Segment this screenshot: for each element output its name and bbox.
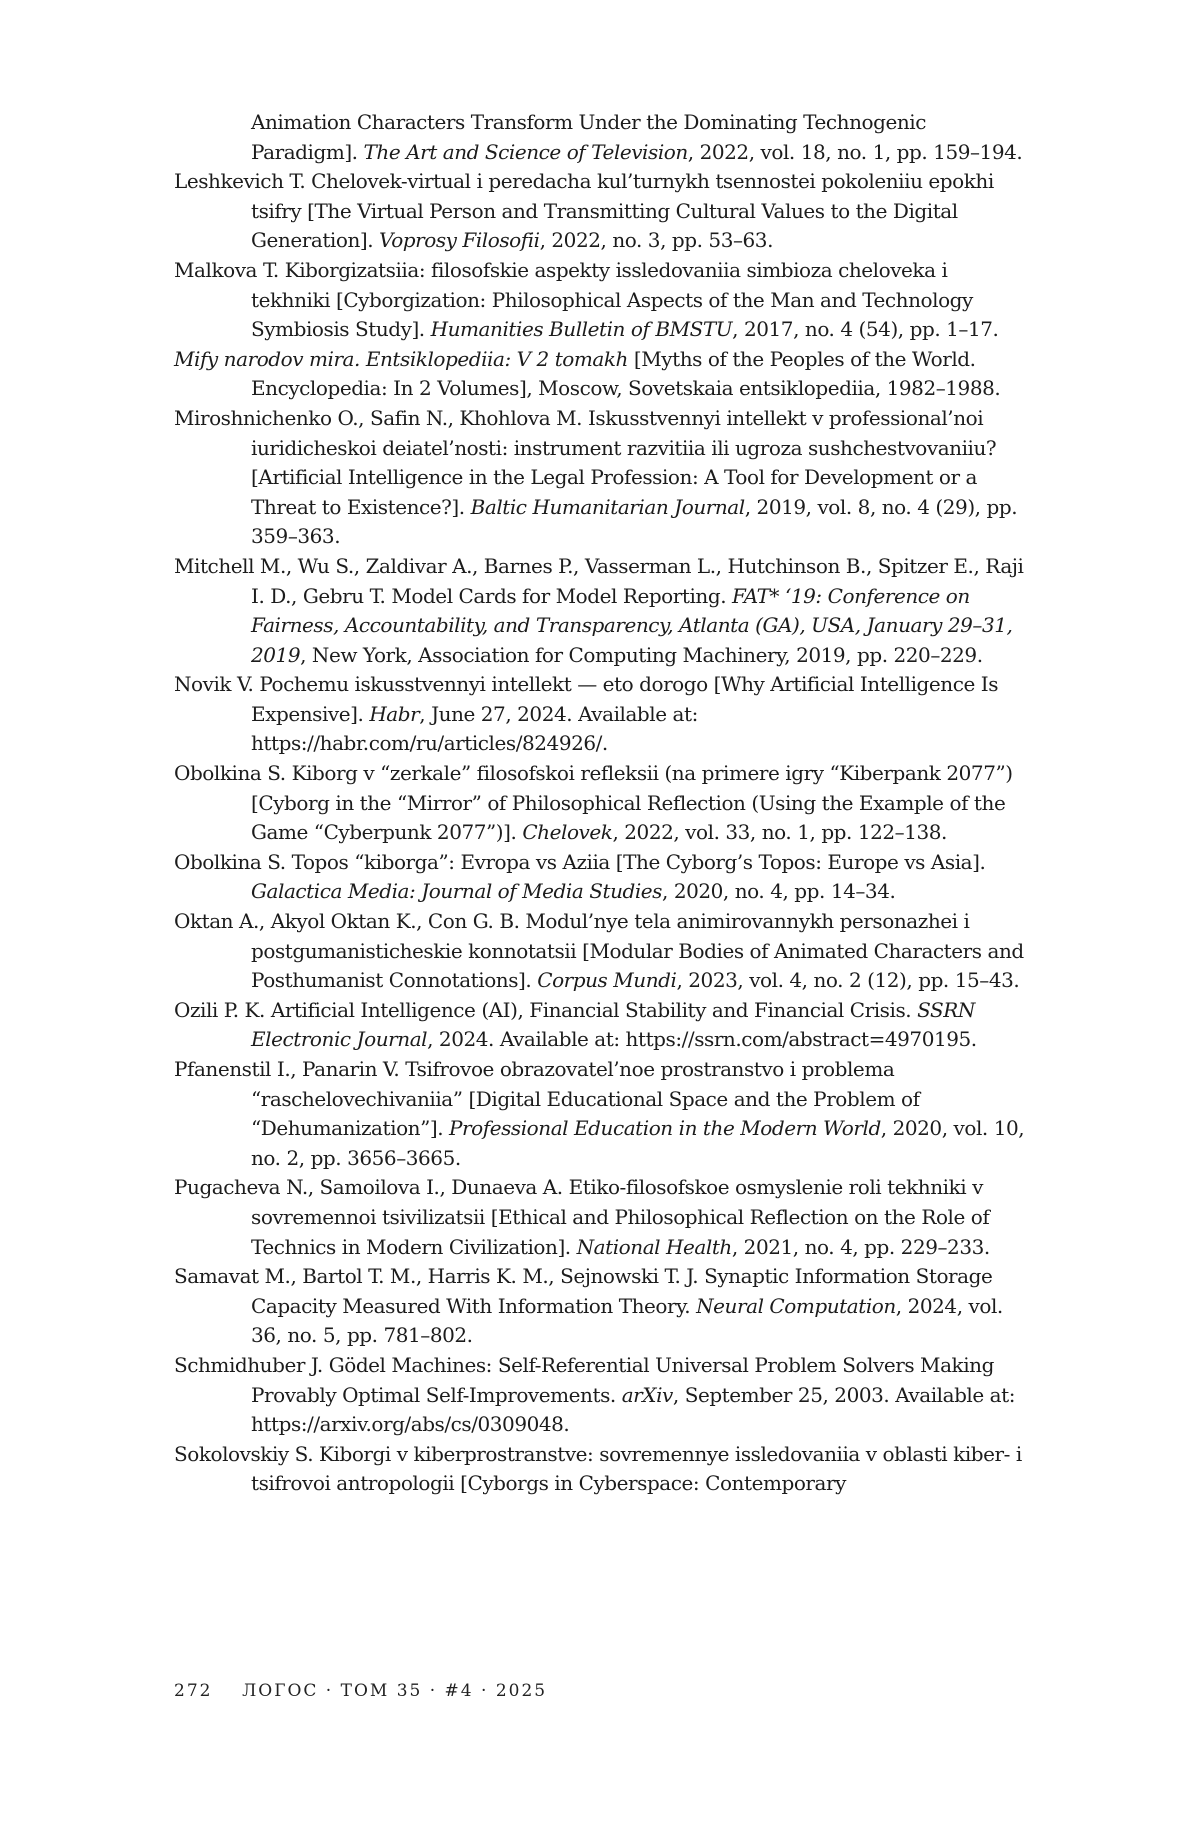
reference-entry: Oktan A., Akyol Oktan K., Con G. B. Modul’nye tela animirovannykh personazhei i postgumanisticheskie konnotatsii [Modular Bodies of Animated Characters and Posthumanist Connotations]. Corpus Mundi, 2023, vol. 4, no. 2 (12), pp. 15–43. <box>174 909 1024 993</box>
reference-list <box>174 108 1028 1499</box>
reference-entry: Novik V. Pochemu iskusstvennyi intellekt — eto dorogo [Why Artificial Intelligence Is Expensive]. Habr, June 27, 2024. Available at: https://habr.com/ru/articles/824926/. <box>174 672 999 756</box>
page-footer <box>174 1681 547 1701</box>
reference-entry: Samavat M., Bartol T. M., Harris K. M., Sejnowski T. J. Synaptic Information Storage Capacity Measured With Information Theory. Neural Computation, 2024, vol. 36, no. 5, pp. 781–802. <box>174 1264 1003 1348</box>
page-number: 272 <box>174 1681 213 1701</box>
reference-entry: Mify narodov mira. Entsiklopediia: V 2 tomakh [Myths of the Peoples of the World. Encyclopedia: In 2 Volumes], Moscow, Sovetskaia entsiklopediia, 1982–1988. <box>174 346 1001 401</box>
reference-entry: Pfanenstil I., Panarin V. Tsifrovoe obrazovatel’noe prostranstvo i problema “raschelovechivaniia” [Digital Educational Space and the Problem of “Dehumanization”]. Professional Education in the Modern World, 2020, vol. 10, no. 2, pp. 3656–3665. <box>174 1057 1025 1170</box>
reference-entry: Animation Characters Transform Under the Dominating Technogenic Paradigm]. The Art and Science of Television, 2022, vol. 18, no. 1, pp. 159–194. <box>251 110 1023 164</box>
reference-entry: Malkova T. Kiborgizatsiia: filosofskie aspekty issledovaniia simbioza cheloveka i tekhniki [Cyborgization: Philosophical Aspects of the Man and Technology Symbiosis Study]. Humanities Bulletin of BMSTU, 2017, no. 4 (54), pp. 1–17. <box>174 257 999 342</box>
reference-entry: Obolkina S. Kiborg v “zerkale” filosofskoi refleksii (na primere igry “Kiberpank 2077”) [Cyborg in the “Mirror” of Philosophical Reflection (Using the Example of the Game “Cyberpunk 2077”)]. Chelovek, 2022, vol. 33, no. 1, pp. 122–138. <box>174 761 1013 845</box>
reference-entry: Obolkina S. Topos “kiborga”: Evropa vs Aziia [The Cyborg’s Topos: Europe vs Asia]. Galactica Media: Journal of Media Studies, 2020, no. 4, pp. 14–34. <box>174 849 986 904</box>
reference-entry: Ozili P. K. Artificial Intelligence (AI), Financial Stability and Financial Crisis. SSRN Electronic Journal, 2024. Available at: https://ssrn.com/abstract=4970195. <box>174 997 977 1052</box>
reference-entry: Mitchell M., Wu S., Zaldivar A., Barnes P., Vasserman L., Hutchinson B., Spitzer E., Raji I. D., Gebru T. Model Cards for Model Reporting. FAT* ‘19: Conference on Fairness, Accountability, and Transparency, Atlanta (GA), USA, January 29–31, 2019, New York, Association for Computing Machinery, 2019, pp. 220–229. <box>174 553 1024 667</box>
reference-entry: Pugacheva N., Samoilova I., Dunaeva A. Etiko-filosofskoe osmyslenie roli tekhniki v sovremennoi tsivilizatsii [Ethical and Philosophical Reflection on the Role of Technics in Modern Civilization]. National Health, 2021, no. 4, pp. 229–233. <box>174 1175 990 1259</box>
reference-entry: Miroshnichenko O., Safin N., Khohlova M. Iskusstvennyi intellekt v professional’noi iuridicheskoi deiatel’nosti: instrument razvitiia ili ugroza sushchestvovaniiu? [Artificial Intelligence in the Legal Profession: A Tool for Development or a Threat to Existence?]. Baltic Humanitarian Journal, 2019, vol. 8, no. 4 (29), pp. 359–363. <box>174 405 1018 549</box>
journal-running-title: ЛОГОС · ТОМ 35 · #4 · 2025 <box>242 1681 548 1701</box>
reference-entry: Schmidhuber J. Gödel Machines: Self-Referential Universal Problem Solvers Making Provably Optimal Self-Improvements. arXiv, September 25, 2003. Available at: https://arxiv.org/abs/cs/0309048. <box>174 1352 1016 1437</box>
reference-entry: Leshkevich T. Chelovek-virtual i peredacha kul’turnykh tsennostei pokoleniiu epokhi tsifry [The Virtual Person and Transmitting Cultural Values to the Digital Generation]. Voprosy Filosofii, 2022, no. 3, pp. 53–63. <box>174 169 994 253</box>
reference-entry: Sokolovskiy S. Kiborgi v kiberprostranstve: sovremennye issledovaniia v oblasti kiber- i tsifrovoi antropologii [Cyborgs in Cyberspace: Contemporary <box>174 1441 1022 1496</box>
